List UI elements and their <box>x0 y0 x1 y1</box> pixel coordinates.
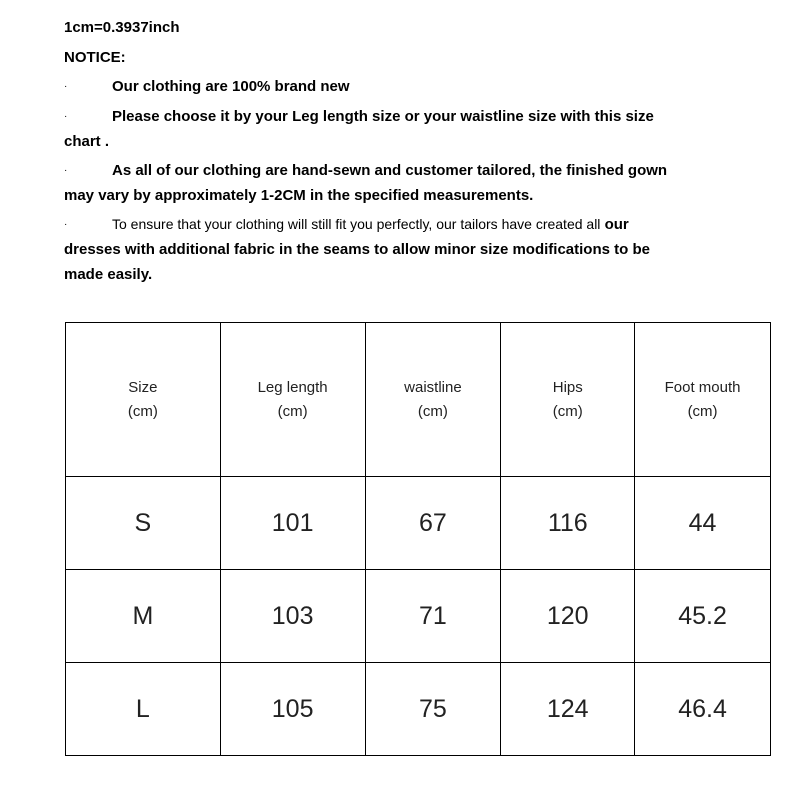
notice-text: Our clothing are 100% brand new <box>112 78 350 95</box>
notice-text <box>64 212 754 237</box>
table-cell: 101 <box>220 477 365 570</box>
table-cell: 46.4 <box>635 663 771 756</box>
notice-text: Please choose it by your Leg length size or your waistline size with this size <box>112 108 654 125</box>
bullet-dot: · <box>64 111 68 122</box>
table-cell: 124 <box>501 663 635 756</box>
table-cell: 45.2 <box>635 570 771 663</box>
bullet-dot: · <box>64 81 68 92</box>
table-cell: L <box>66 663 221 756</box>
notice-text-cont: made easily. <box>64 266 153 283</box>
header-cell-size <box>66 323 221 477</box>
table-row <box>66 663 771 756</box>
notice-item <box>64 158 754 208</box>
header-unit: (cm) <box>277 402 308 420</box>
notice-text: As all of our clothing are hand-sewn and customer tailored, the finished gown <box>112 162 668 179</box>
bullet-dot: · <box>64 219 68 230</box>
header-cell-waistline <box>365 323 501 477</box>
notice-item <box>64 212 754 287</box>
table-cell: 67 <box>365 477 501 570</box>
table-cell: 75 <box>365 663 501 756</box>
header-label: Hips <box>552 378 583 396</box>
table-cell: 71 <box>365 570 501 663</box>
table-row <box>66 570 771 663</box>
notice-text-bold: our <box>600 216 629 233</box>
header-cell-leg-length <box>220 323 365 477</box>
table-cell: S <box>66 477 221 570</box>
notice-item <box>64 74 754 99</box>
bullet-dot: · <box>64 165 68 176</box>
notice-item <box>64 104 754 154</box>
table-cell: 103 <box>220 570 365 663</box>
header-unit: (cm) <box>687 402 718 420</box>
table-cell: 116 <box>501 477 635 570</box>
header-unit: (cm) <box>127 402 158 420</box>
size-chart-table <box>65 322 771 756</box>
header-cell-foot-mouth <box>635 323 771 477</box>
header-cell-hips <box>501 323 635 477</box>
notice-title: NOTICE: <box>64 49 126 66</box>
header-label: waistline <box>404 378 462 396</box>
header-label: Leg length <box>257 378 328 396</box>
notice-text-cont: dresses with additional fabric in the seams to allow minor size modifications to be <box>64 241 650 258</box>
unit-conversion: 1cm=0.3937inch <box>64 19 180 36</box>
notice-text-light: To ensure that your clothing will still fit you perfectly, our tailors have created all <box>112 216 601 232</box>
table-cell: 44 <box>635 477 771 570</box>
table-cell: 120 <box>501 570 635 663</box>
table-cell: M <box>66 570 221 663</box>
header-label: Size <box>128 378 158 396</box>
table-cell: 105 <box>220 663 365 756</box>
notice-text-cont: chart . <box>64 133 110 150</box>
header-unit: (cm) <box>417 402 448 420</box>
header-unit: (cm) <box>552 402 583 420</box>
table-header-row <box>66 323 771 477</box>
table-row <box>66 477 771 570</box>
header-label: Foot mouth <box>664 378 741 396</box>
notes-section <box>64 15 754 287</box>
notice-text-cont: may vary by approximately 1-2CM in the specified measurements. <box>64 187 534 204</box>
